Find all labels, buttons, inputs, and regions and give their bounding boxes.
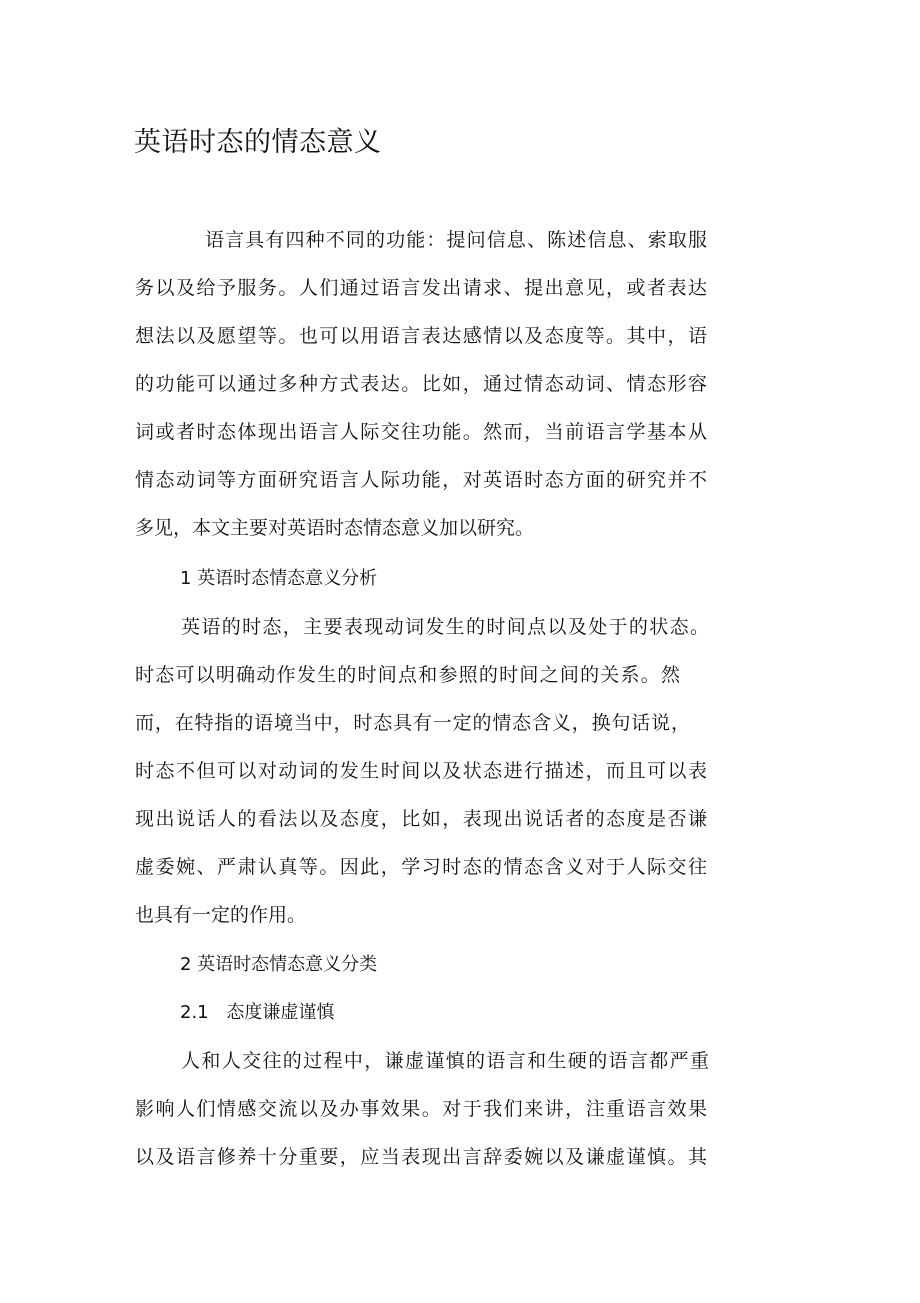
paragraph-line: 务以及给予服务。人们通过语言发出请求、提出意见，或者表达 bbox=[135, 277, 707, 299]
paragraph-line: 词或者时态体现出语言人际交往功能。然而，当前语言学基本从 bbox=[135, 421, 707, 443]
subsection-number: 2.1 bbox=[180, 1002, 209, 1023]
paragraph-line: 影响人们情感交流以及办事效果。对于我们来讲，注重语言效果 bbox=[135, 1098, 707, 1120]
paragraph-line: 时态可以明确动作发生的时间点和参照的时间之间的关系。然 bbox=[135, 664, 680, 686]
section-heading: 1 英语时态情态意义分析 bbox=[180, 568, 378, 589]
paragraph-line: 现出说话人的看法以及态度，比如，表现出说话者的态度是否谦 bbox=[135, 808, 707, 830]
paragraph-line: 的功能可以通过多种方式表达。比如，通过情态动词、情态形容 bbox=[135, 373, 707, 395]
paragraph-line: 以及语言修养十分重要，应当表现出言辞委婉以及谦虚谨慎。其 bbox=[135, 1146, 707, 1168]
paragraph-line: 语言具有四种不同的功能：提问信息、陈述信息、索取服 bbox=[205, 229, 707, 251]
subsection-heading bbox=[180, 1001, 752, 1025]
paragraph-line: 人和人交往的过程中，谦虚谨慎的语言和生硬的语言都严重 bbox=[181, 1050, 709, 1072]
paragraph-line: 情态动词等方面研究语言人际功能，对英语时态方面的研究并不 bbox=[135, 469, 707, 491]
paragraph-line: 虚委婉、严肃认真等。因此，学习时态的情态含义对于人际交往 bbox=[135, 856, 707, 878]
paragraph-line: 而，在特指的语境当中，时态具有一定的情态含义，换句话说， bbox=[135, 712, 690, 734]
subsection-title: 态度谦虚谨慎 bbox=[226, 1002, 335, 1023]
document-title: 英语时态的情态意义 bbox=[134, 127, 382, 158]
paragraph-line: 想法以及愿望等。也可以用语言表达感情以及态度等。其中，语 bbox=[135, 325, 707, 347]
paragraph-line: 英语的时态，主要表现动词发生的时间点以及处于的状态。 bbox=[181, 616, 709, 638]
paragraph-line: 也具有一定的作用。 bbox=[135, 904, 307, 926]
section-heading: 2 英语时态情态意义分类 bbox=[180, 954, 378, 975]
paragraph-line: 时态不但可以对动词的发生时间以及状态进行描述，而且可以表 bbox=[135, 760, 707, 782]
paragraph-line: 多见，本文主要对英语时态情态意义加以研究。 bbox=[135, 517, 535, 539]
